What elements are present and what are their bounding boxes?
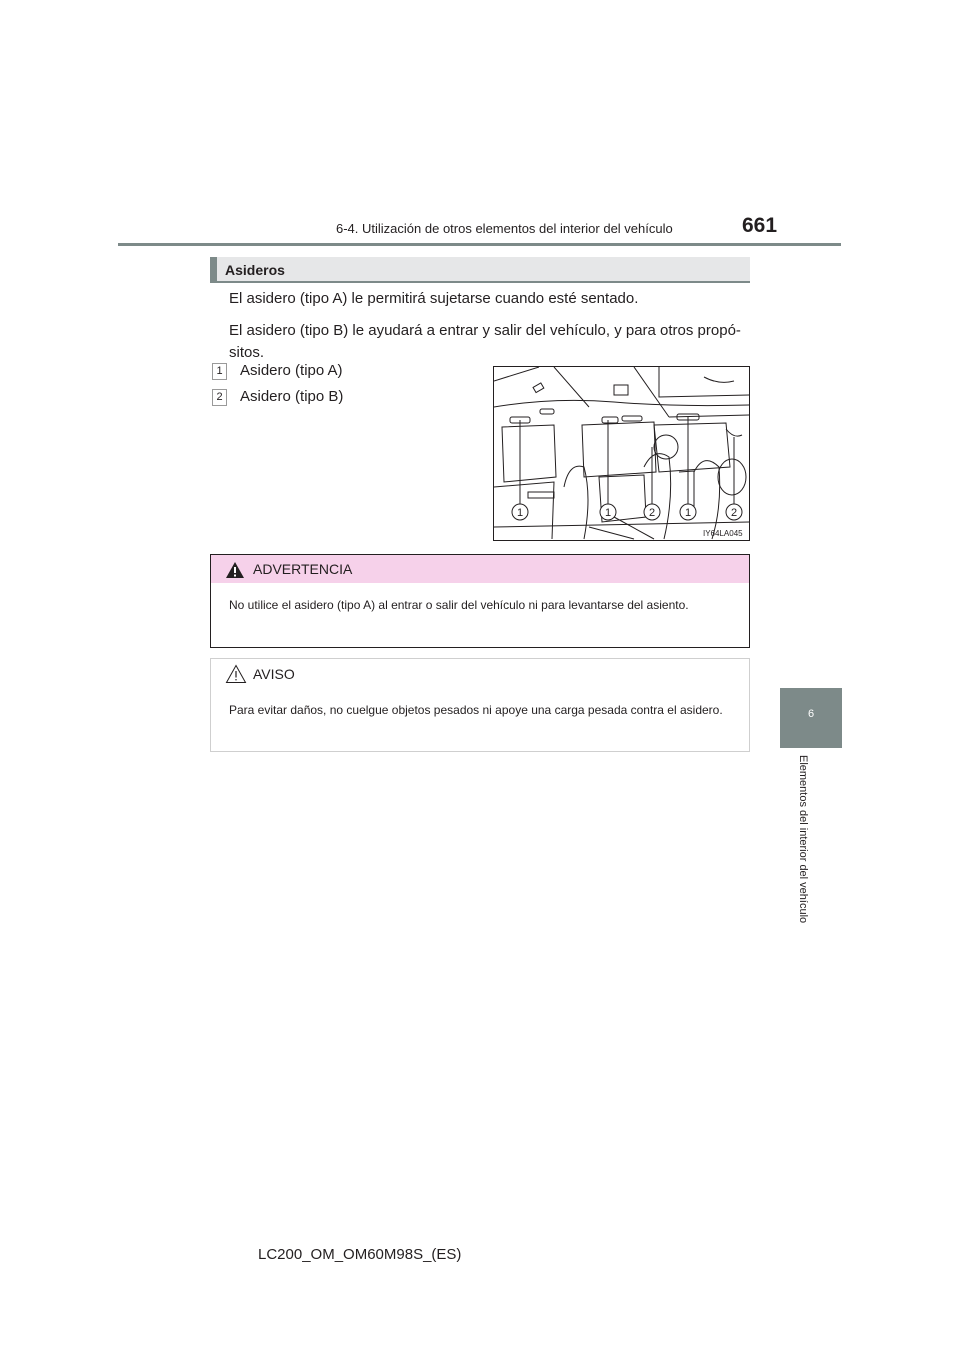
svg-text:2: 2 (648, 507, 656, 519)
figure-callout-1 (680, 504, 696, 520)
chapter-side-label: Elementos del interior del vehículo (797, 755, 809, 924)
figure-code: IY64LA045 (703, 529, 743, 538)
item-label: Asidero (tipo A) (240, 362, 343, 379)
interior-line-drawing (494, 367, 749, 540)
paragraph-type-b: El asidero (tipo B) le ayudará a entrar y salir del vehículo, y para otros propó-sitos. (229, 322, 741, 361)
notice-title: AVISO (253, 666, 295, 682)
paragraph-type-a: El asidero (tipo A) le permitirá sujetarse cuando esté sentado. (229, 290, 639, 307)
section-heading-accent (210, 257, 217, 283)
svg-text:1: 1 (684, 507, 692, 519)
header-section-title: 6-4. Utilización de otros elementos del interior del vehículo (336, 221, 673, 236)
footer-document-code: LC200_OM_OM60M98S_(ES) (258, 1246, 462, 1263)
item-number-box: 2 (212, 389, 227, 406)
figure-callout-2 (644, 504, 660, 520)
caution-triangle-outline-icon (225, 664, 247, 689)
page-number: 661 (742, 214, 778, 237)
figure-callout-1 (600, 504, 616, 520)
list-item (212, 388, 343, 406)
section-heading-bar (210, 257, 750, 283)
warning-triangle-icon (225, 561, 245, 584)
chapter-tab-number: 6 (807, 708, 815, 720)
header-rule (118, 243, 841, 246)
warning-title: ADVERTENCIA (253, 561, 353, 577)
section-title: Asideros (225, 262, 285, 278)
list-item (212, 362, 343, 380)
warning-text: No utilice el asidero (tipo A) al entrar o salir del vehículo ni para levantarse del asiento. (229, 598, 689, 612)
svg-text:1: 1 (604, 507, 612, 519)
figure-callout-1 (512, 504, 528, 520)
item-number-box: 1 (212, 363, 227, 380)
item-label: Asidero (tipo B) (240, 388, 344, 405)
figure-callout-2 (726, 504, 742, 520)
notice-text: Para evitar daños, no cuelgue objetos pesados ni apoye una carga pesada contra el asidero. (229, 703, 723, 717)
svg-text:1: 1 (516, 507, 524, 519)
svg-text:2: 2 (730, 507, 738, 519)
vehicle-interior-illustration (493, 366, 750, 541)
